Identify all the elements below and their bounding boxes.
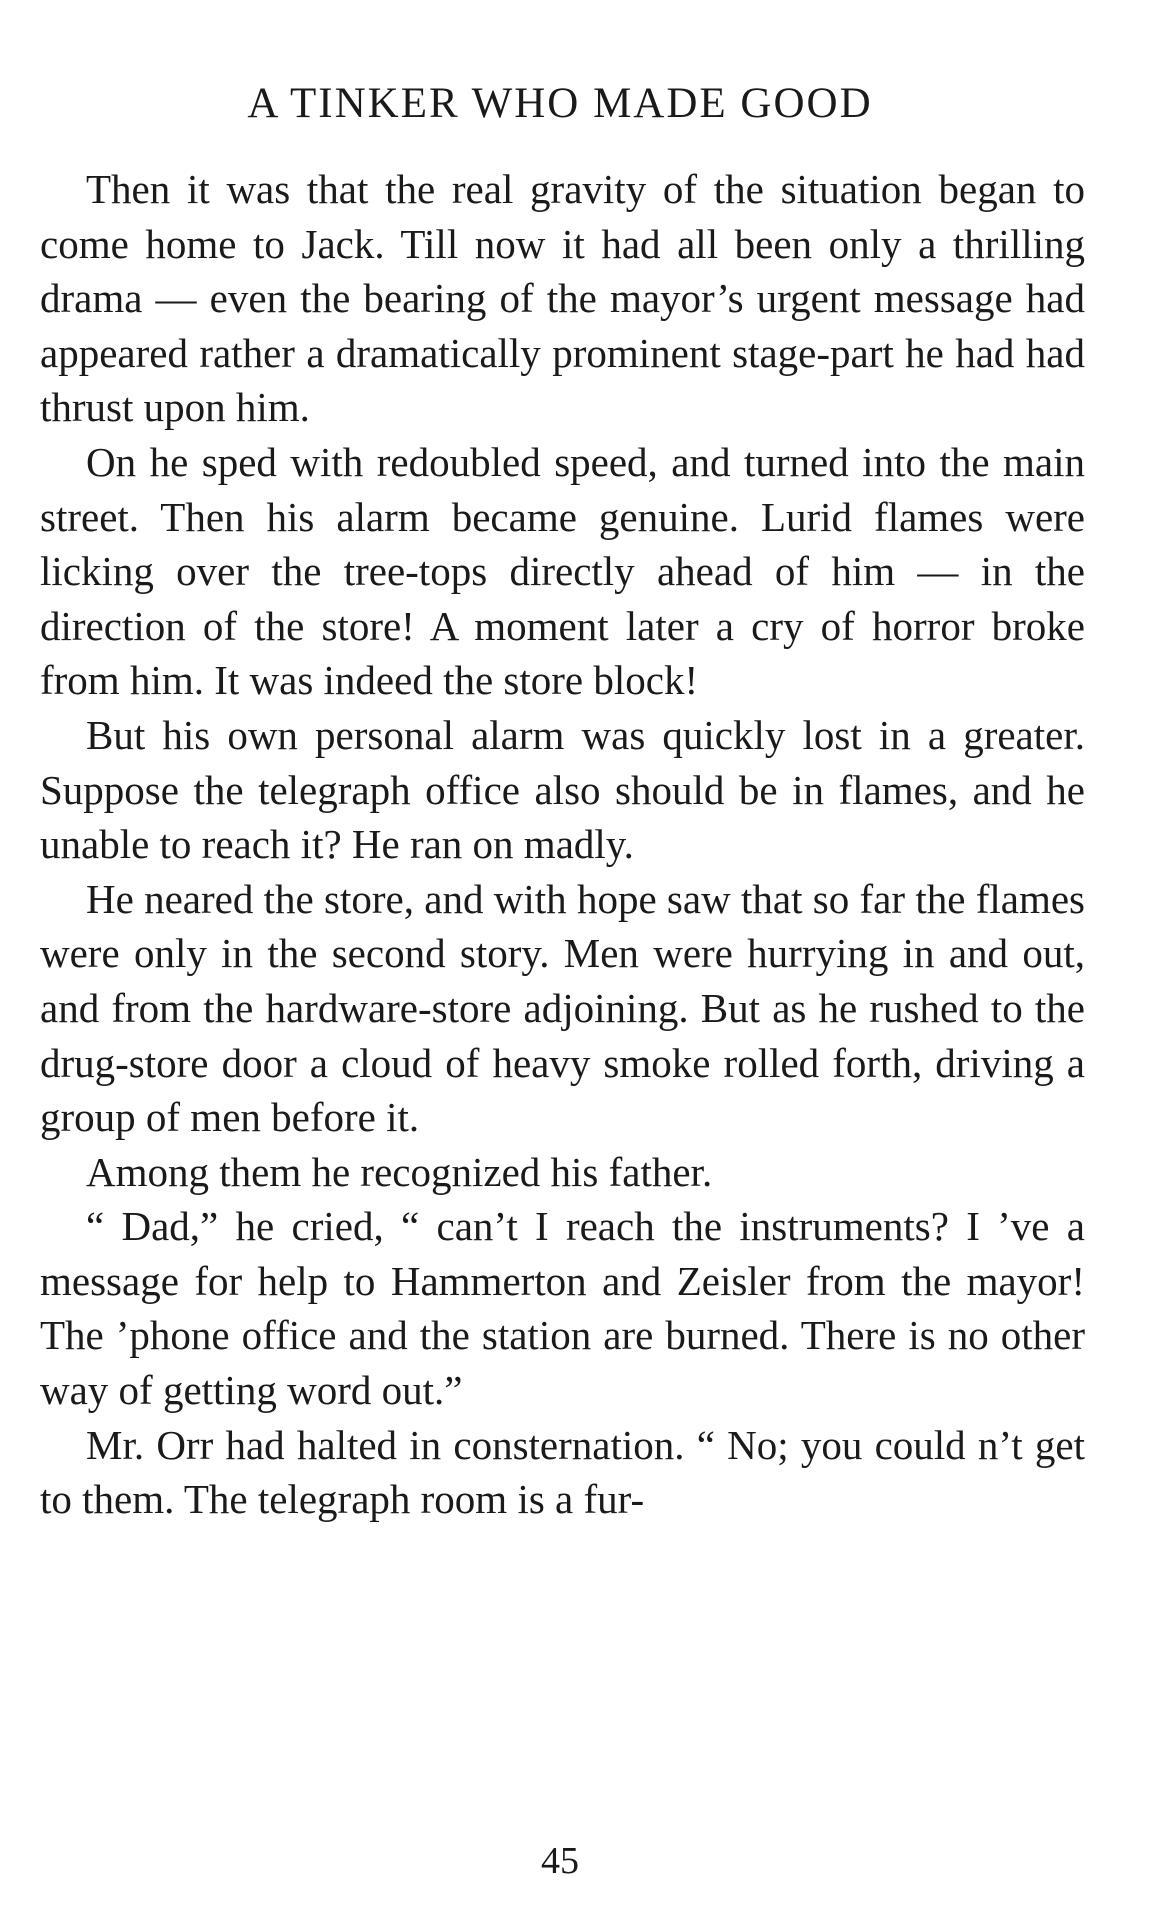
paragraph: “ Dad,” he cried, “ can’t I reach the instruments? I ’ve a message for help to Hammerton and Zeisler from the mayor! The ’phone office and the station are burned. There is no other way of getting word out.” <box>40 1203 1085 1414</box>
paragraph: But his own personal alarm was quickly lost in a greater. Suppose the telegraph office also should be in flames, and he unable to reach it? He ran on madly. <box>40 711 1085 868</box>
paragraph: Then it was that the real gravity of the situation began to come home to Jack. Till now it had all been only a thrilling drama — even the bearing of the mayor’s urgent message had appeared rather a dramatically prominent stage-part he had had thrust upon him. <box>40 166 1085 431</box>
paragraph: Mr. Orr had halted in consternation. “ No; you could n’t get to them. The telegraph room is a fur- <box>40 1421 1085 1523</box>
page-number: 45 <box>541 1840 579 1882</box>
book-page <box>40 0 1100 1905</box>
paragraph: Among them he recognized his father. <box>86 1148 713 1195</box>
paragraph: On he sped with redoubled speed, and turned into the main street. Then his alarm became genuine. Lurid flames were licking over the tree-tops directly ahead of him — in the direction of the store! A moment later a cry of horror broke from him. It was indeed the store block! <box>40 438 1085 704</box>
paragraph: He neared the store, and with hope saw that so far the flames were only in the second story. Men were hurrying in and out, and from the hardware-store adjoining. But as he rushed to the drug-store door a cloud of heavy smoke rolled forth, driving a group of men before it. <box>40 875 1085 1141</box>
running-head: A TINKER WHO MADE GOOD <box>247 80 873 127</box>
body-text <box>40 162 1085 1527</box>
